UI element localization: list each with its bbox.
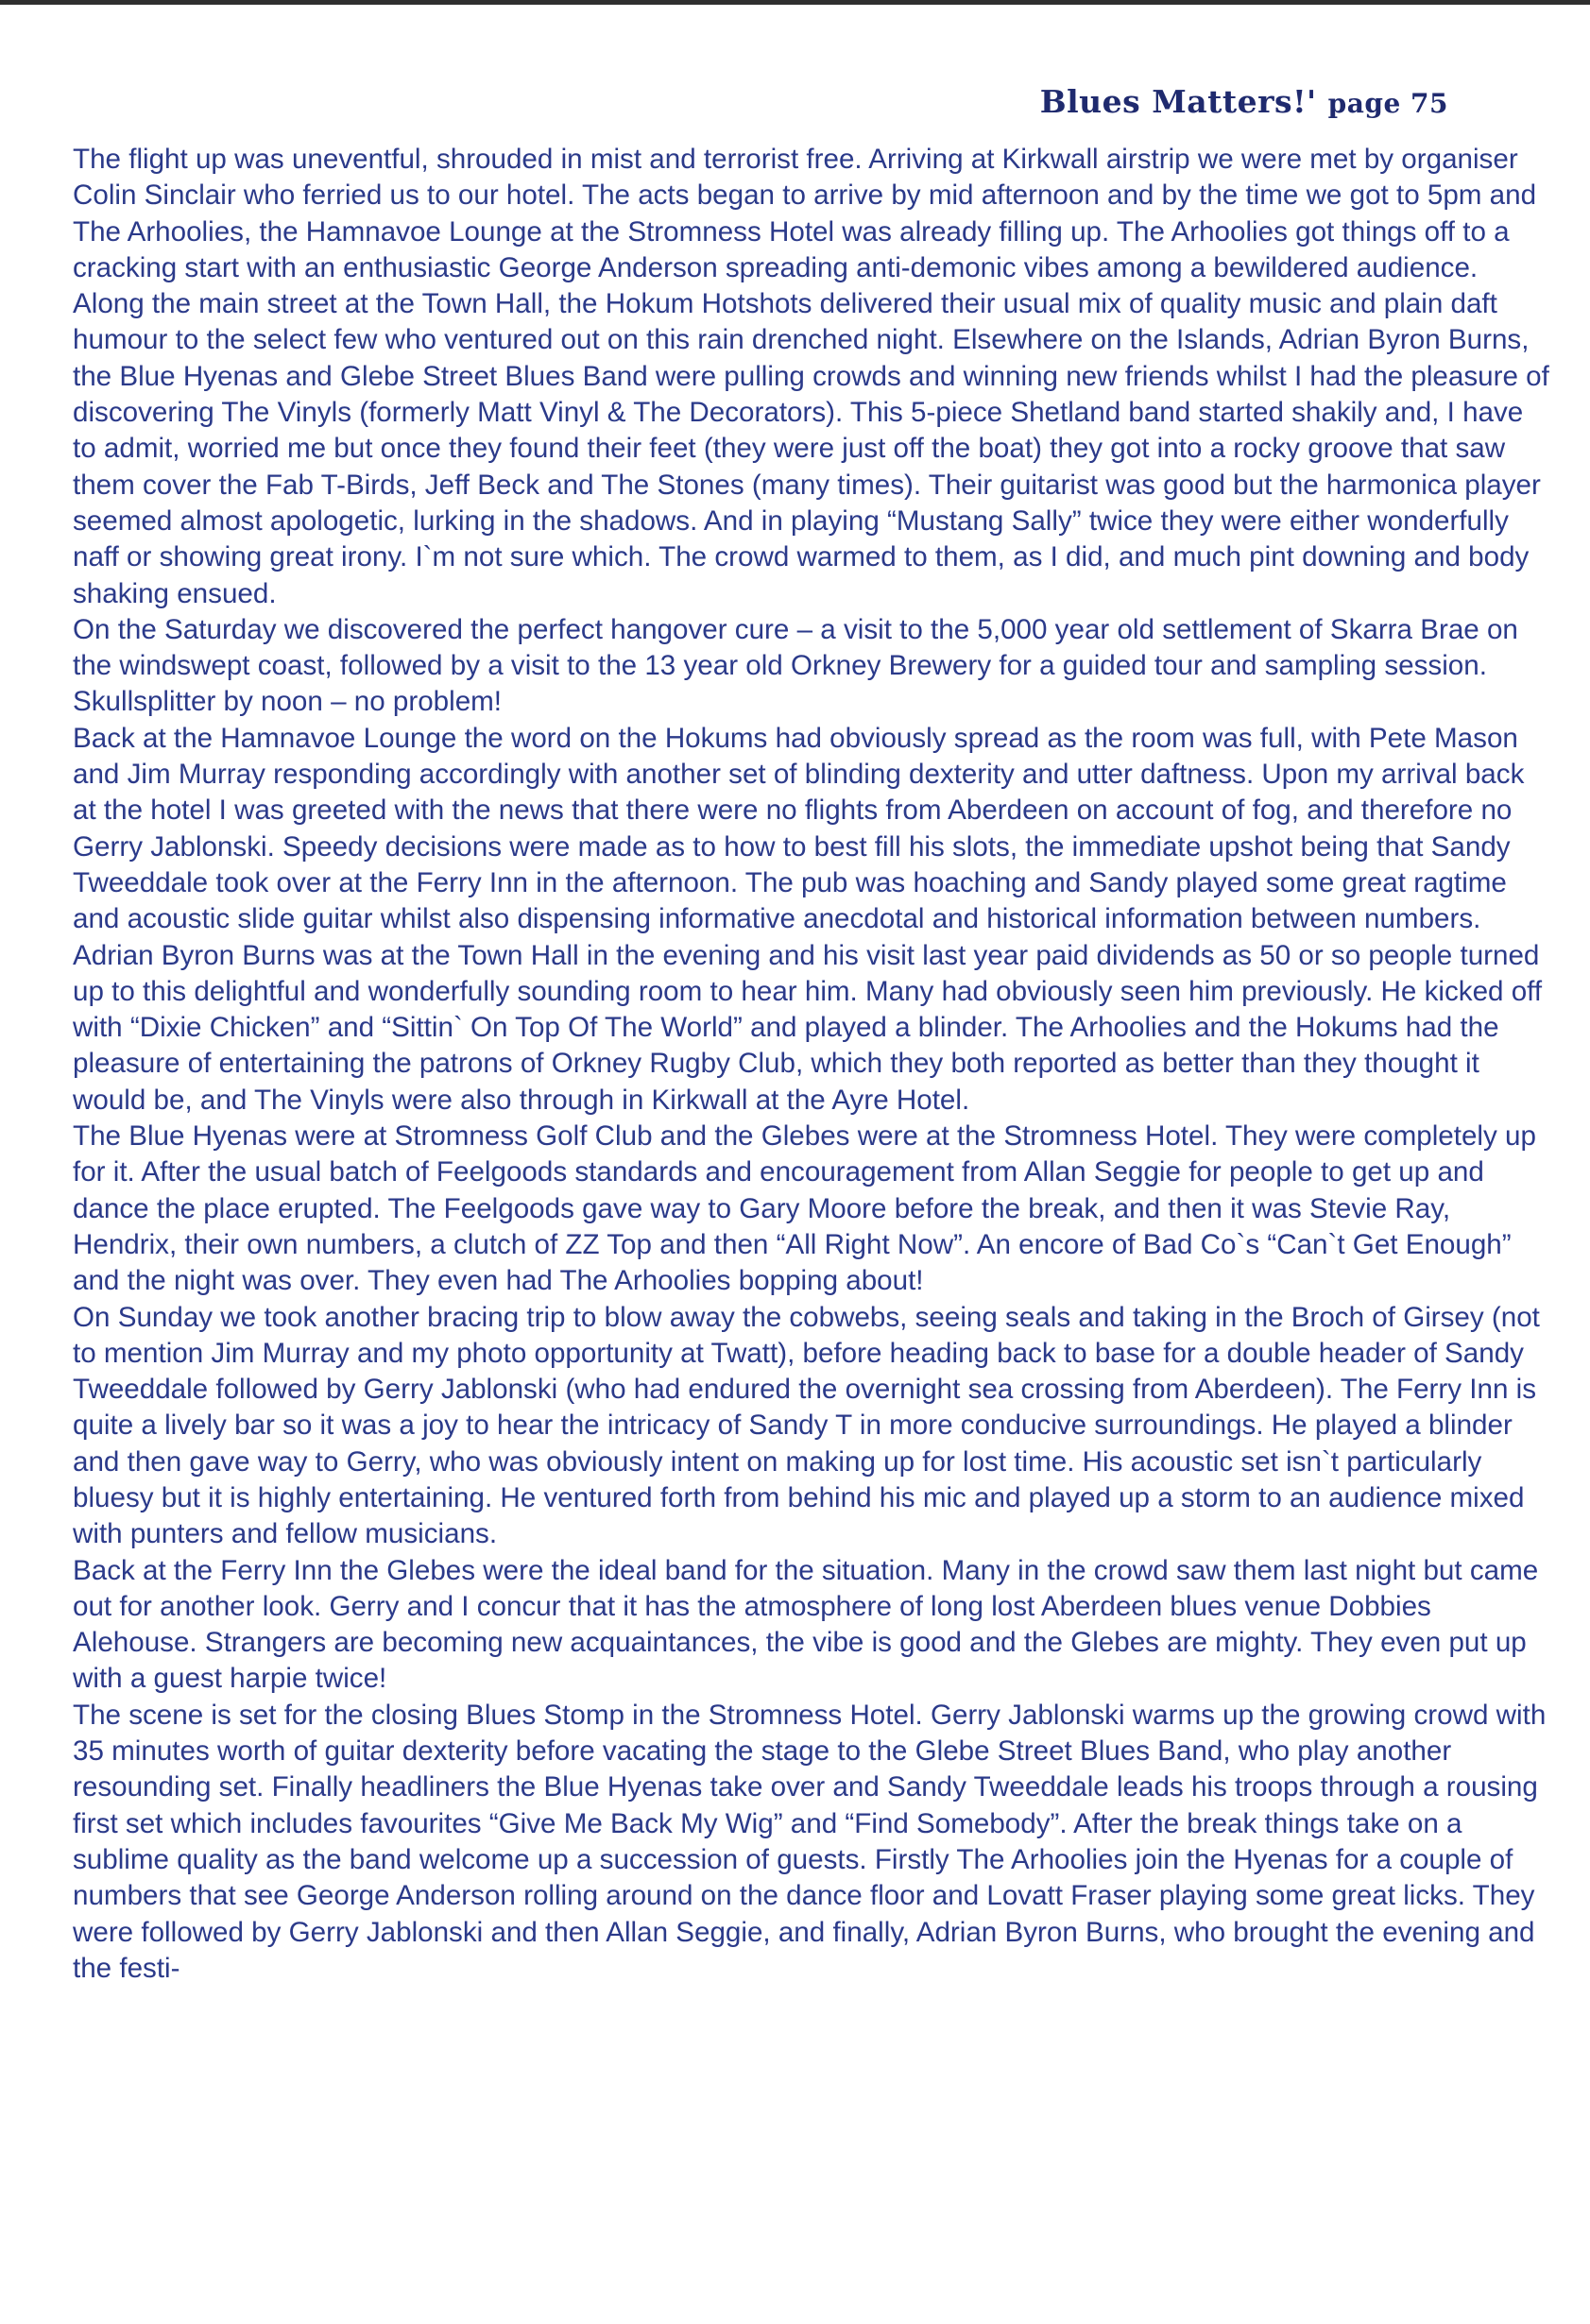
- paragraph-5: Adrian Byron Burns was at the Town Hall in the evening and his visit last year paid dividends as 50 or so people turned up to this delightful and wonderfully sounding room to hear him. Many had obviously seen him previously. He kicked off with “Dixie Chicken” and “Sittin` On Top Of The World” and played a blinder. The Arhoolies and the Hokums had the pleasure of entertaining the patrons of Orkney Rugby Club, which they both reported as better than they thought it would be, and The Vinyls were also through in Kirkwall at the Ayre Hotel.: [73, 939, 1543, 1116]
- masthead-title: Blues Matters!': [1039, 83, 1317, 120]
- paragraph-9: The scene is set for the closing Blues Stomp in the Stromness Hotel. Gerry Jablonski warms up the growing crowd with 35 minutes worth of guitar dexterity before vacating the stage to the Glebe Street Blues Band, who play another resounding set. Finally headliners the Blue Hyenas take over and Sandy Tweeddale leads his troops through a rousing first set which includes favourites “Give Me Back My Wig” and “Find Somebody”. After the break things take on a sublime quality as the band welcome up a succession of guests. Firstly The Arhoolies join the Hyenas for a couple of numbers that see George Anderson rolling around on the dance floor and Lovatt Fraser playing some great licks. They were followed by Gerry Jablonski and then Allan Seggie, and finally, Adrian Byron Burns, who brought the evening and the festi-: [73, 1699, 1547, 1984]
- paragraph-1: The flight up was uneventful, shrouded in mist and terrorist free. Arriving at Kirkwall airstrip we were met by organiser Colin Sinclair who ferried us to our hotel. The acts began to arrive by mid afternoon and by the time we got to 5pm and The Arhoolies, the Hamnavoe Lounge at the Stromness Hotel was already filling up. The Arhoolies got things off to a cracking start with an enthusiastic George Anderson spreading anti-demonic vibes among a bewildered audience.: [73, 144, 1537, 283]
- article-body: [73, 142, 1551, 1987]
- top-border-rule: [0, 0, 1590, 5]
- running-header: [1040, 83, 1448, 120]
- paragraph-3: On the Saturday we discovered the perfect hangover cure – a visit to the 5,000 year old settlement of Skarra Brae on the windswept coast, followed by a visit to the 13 year old Orkney Brewery for a guided tour and sampling session. Skullsplitter by noon – no problem!: [73, 613, 1518, 718]
- paragraph-4: Back at the Hamnavoe Lounge the word on the Hokums had obviously spread as the room was full, with Pete Mason and Jim Murray responding accordingly with another set of blinding dexterity and utter daftness. Upon my arrival back at the hotel I was greeted with the news that there were no flights from Aberdeen on account of fog, and therefore no Gerry Jablonski. Speedy decisions were made as to how to best fill his slots, the immediate upshot being that Sandy Tweeddale took over at the Ferry Inn in the afternoon. The pub was hoaching and Sandy played some great ragtime and acoustic slide guitar whilst also dispensing informative anecdotal and historical information between numbers.: [73, 722, 1525, 935]
- paragraph-8: Back at the Ferry Inn the Glebes were the ideal band for the situation. Many in the crowd saw them last night but came out for another look. Gerry and I concur that it has the atmosphere of long lost Aberdeen blues venue Dobbies Alehouse. Strangers are becoming new acquaintances, the vibe is good and the Glebes are mighty. They even put up with a guest harpie twice!: [73, 1554, 1539, 1695]
- page-number: page 75: [1327, 88, 1448, 119]
- paragraph-6: The Blue Hyenas were at Stromness Golf Club and the Glebes were at the Stromness Hotel. They were completely up for it. After the usual batch of Feelgoods standards and encouragement from Allan Seggie for people to get up and dance the place erupted. The Feelgoods gave way to Gary Moore before the break, and then it was Stevie Ray, Hendrix, their own numbers, a clutch of ZZ Top and then “All Right Now”. An encore of Bad Co`s “Can`t Get Enough” and the night was over. They even had The Arhoolies bopping about!: [73, 1120, 1536, 1297]
- paragraph-7: On Sunday we took another bracing trip to blow away the cobwebs, seeing seals and taking in the Broch of Girsey (not to mention Jim Murray and my photo opportunity at Twatt), before heading back to base for a double header of Sandy Tweeddale followed by Gerry Jablonski (who had endured the overnight sea crossing from Aberdeen). The Ferry Inn is quite a lively bar so it was a joy to hear the intricacy of Sandy T in more conducive surroundings. He played a blinder and then gave way to Gerry, who was obviously intent on making up for lost time. His acoustic set isn`t particularly bluesy but it is highly entertaining. He ventured forth from behind his mic and played up a storm to an audience mixed with punters and fellow musicians.: [73, 1301, 1540, 1550]
- paragraph-2: Along the main street at the Town Hall, the Hokum Hotshots delivered their usual mix of quality music and plain daft humour to the select few who ventured out on this rain drenched night. Elsewhere on the Islands, Adrian Byron Burns, the Blue Hyenas and Glebe Street Blues Band were pulling crowds and winning new friends whilst I had the pleasure of discovering The Vinyls (formerly Matt Vinyl & The Decorators). This 5-piece Shetland band started shakily and, I have to admit, worried me but once they found their feet (they were just off the boat) they got into a rocky groove that saw them cover the Fab T-Birds, Jeff Beck and The Stones (many times). Their guitarist was good but the harmonica player seemed almost apologetic, lurking in the shadows. And in playing “Mustang Sally” twice they were either wonderfully naff or showing great irony. I`m not sure which. The crowd warmed to them, as I did, and much pint downing and body shaking ensued.: [73, 288, 1549, 609]
